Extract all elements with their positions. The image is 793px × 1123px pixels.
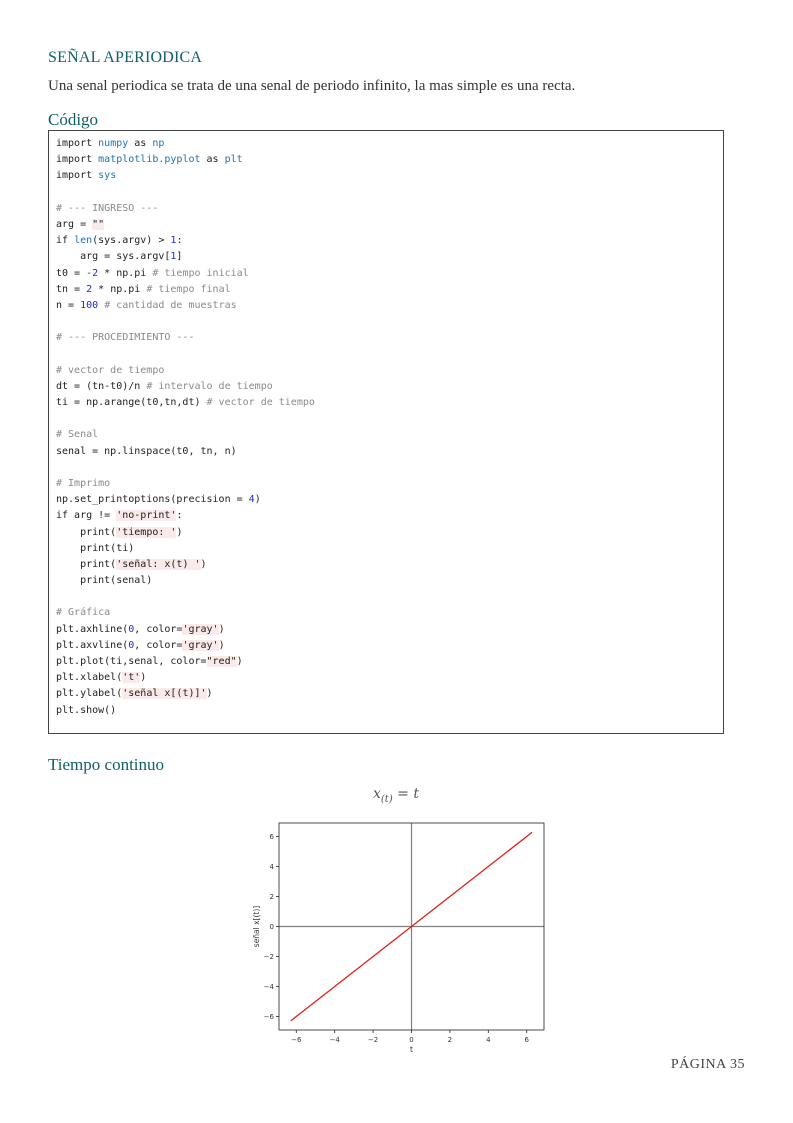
code-token: (sys.argv) > [92,235,171,247]
code-token: plt.axhline( [56,623,129,635]
formula-rhs: = t [392,786,419,802]
code-token: as [128,138,153,149]
code-token: numpy [98,138,129,149]
code-token: * np.pi [92,283,147,295]
y-tick-label: 0 [269,923,274,931]
code-line [56,298,723,314]
code-token: 1 [170,251,177,263]
code-token: "red" [206,656,237,667]
code-token: ) [218,623,225,635]
code-line [56,201,723,217]
code-token: # tiempo final [146,283,231,295]
code-token: ) [236,656,243,667]
code-token: np [152,138,165,149]
code-token: # cantidad de muestras [104,299,237,311]
code-token: ) [176,526,183,538]
code-line [56,136,723,152]
code-token: len [74,235,93,247]
y-tick-label: 2 [269,893,274,901]
code-token: print( [56,558,117,570]
code-token: import [56,138,99,149]
code-line [56,379,723,395]
signal-chart [250,815,555,1055]
code-token: plt.axvline( [56,639,129,651]
code-token: import [56,154,99,166]
code-token: np.set_printoptions(precision = [56,494,249,506]
code-token: 'no-print' [116,510,177,522]
code-token: print(senal) [56,575,153,587]
code-token: plt.plot(ti,senal, color= [56,656,207,667]
code-token: sys [98,170,117,182]
code-token: ) [206,688,213,700]
x-tick-label: 0 [409,1036,414,1044]
code-token: 0 [128,639,135,651]
code-line [56,492,723,508]
code-token: , color= [134,623,183,635]
code-line [56,363,723,379]
x-tick-label: 2 [447,1036,453,1044]
code-token: n = [56,299,81,311]
code-line [56,282,723,298]
code-token: -2 [86,267,99,279]
y-tick-label: −4 [263,983,274,991]
code-line [56,427,723,443]
code-line [56,217,723,233]
code-token: : [176,510,183,522]
code-line [56,444,723,460]
code-token: print(ti) [56,542,135,554]
code-token: as [200,154,225,166]
code-token: ) [140,672,147,684]
code-line [56,249,723,265]
x-tick-label: 4 [486,1036,491,1044]
code-block [48,130,724,734]
code-line [56,476,723,492]
code-token: 0 [128,623,135,635]
code-token: arg = [56,218,93,230]
code-line [56,589,723,605]
code-line [56,686,723,702]
code-line [56,152,723,168]
code-token: 'gray' [182,639,219,651]
code-token: # Senal [56,429,99,441]
graph-heading: Tiempo continuo [48,755,165,774]
page-number: PÁGINA 35 [670,1057,745,1072]
code-token: # Imprimo [56,477,111,489]
code-token: 4 [248,494,255,506]
code-line [56,573,723,589]
code-line [56,460,723,476]
code-line [56,670,723,686]
code-token: 100 [80,299,99,311]
x-tick-label: −2 [367,1036,379,1044]
code-token: 2 [86,283,93,295]
code-token: dt = (tn-t0)/n [56,380,147,392]
code-token: tn = [56,283,87,295]
code-line [56,622,723,638]
intro-paragraph: Una senal periodica se trata de una senal de periodo infinito, la mas simple es una recta. [48,78,576,94]
code-line [56,508,723,524]
code-line [56,185,723,201]
code-line [56,395,723,411]
code-line [56,525,723,541]
code-line [56,330,723,346]
code-token: 'señal: x(t) ' [116,558,201,570]
code-token: 'señal x[(t)]' [122,688,207,700]
code-line [56,266,723,282]
code-token: # vector de tiempo [56,364,165,376]
y-tick-label: 6 [269,833,274,841]
x-axis-label: t [410,1045,413,1054]
code-token: : [176,235,183,247]
code-token: import [56,170,99,182]
section-heading: SEÑAL APERIODICA [48,49,203,66]
code-token: 'gray' [182,623,219,635]
code-token: matplotlib.pyplot [98,154,201,166]
code-token: plt.xlabel( [56,672,123,684]
code-token: 'tiempo: ' [116,526,177,538]
code-token: # vector de tiempo [206,397,315,408]
code-line [56,541,723,557]
code-token: # Gráfica [56,607,111,619]
code-token: plt.ylabel( [56,688,123,700]
code-line [56,233,723,249]
y-tick-label: −2 [263,953,274,961]
code-token: ) [254,494,261,506]
code-token: t0 = [56,267,87,279]
code-heading: Código [48,110,99,129]
code-token: ] [176,251,183,263]
formula [373,786,419,805]
code-token: 't' [122,672,141,684]
code-line [56,168,723,184]
code-token: # tiempo inicial [152,267,249,279]
code-token: ) [200,558,207,570]
x-tick-label: −4 [329,1036,340,1044]
code-token: ti = np.arange(t0,tn,dt) [56,397,207,408]
y-axis-label: señal x[(t)] [252,905,261,948]
code-token: plt [224,154,243,166]
code-token: 1 [170,235,177,247]
code-token: plt.show() [56,704,117,716]
code-line [56,638,723,654]
code-token: # --- INGRESO --- [56,202,159,214]
code-line [56,703,723,719]
code-token: "" [92,218,105,230]
y-tick-label: 4 [269,863,274,871]
y-tick-label: −6 [263,1013,274,1021]
code-token: if arg != [56,510,117,522]
code-token: # intervalo de tiempo [146,380,273,392]
formula-sub: (t) [380,793,393,805]
code-token: if [56,235,75,247]
code-line [56,411,723,427]
code-token: # --- PROCEDIMIENTO --- [56,332,195,344]
code-token: print( [56,526,117,538]
code-line [56,314,723,330]
code-token: ) [218,639,225,651]
formula-lhs: x [373,786,381,802]
code-line [56,346,723,362]
x-tick-label: 6 [524,1036,529,1044]
code-line [56,654,723,670]
code-token: , color= [134,639,183,651]
code-line [56,557,723,573]
code-line [56,605,723,621]
x-tick-label: −6 [291,1036,302,1044]
code-token: arg = sys.argv[ [56,251,171,263]
code-token: * np.pi [98,267,153,279]
code-token: senal = np.linspace(t0, tn, n) [56,445,237,457]
